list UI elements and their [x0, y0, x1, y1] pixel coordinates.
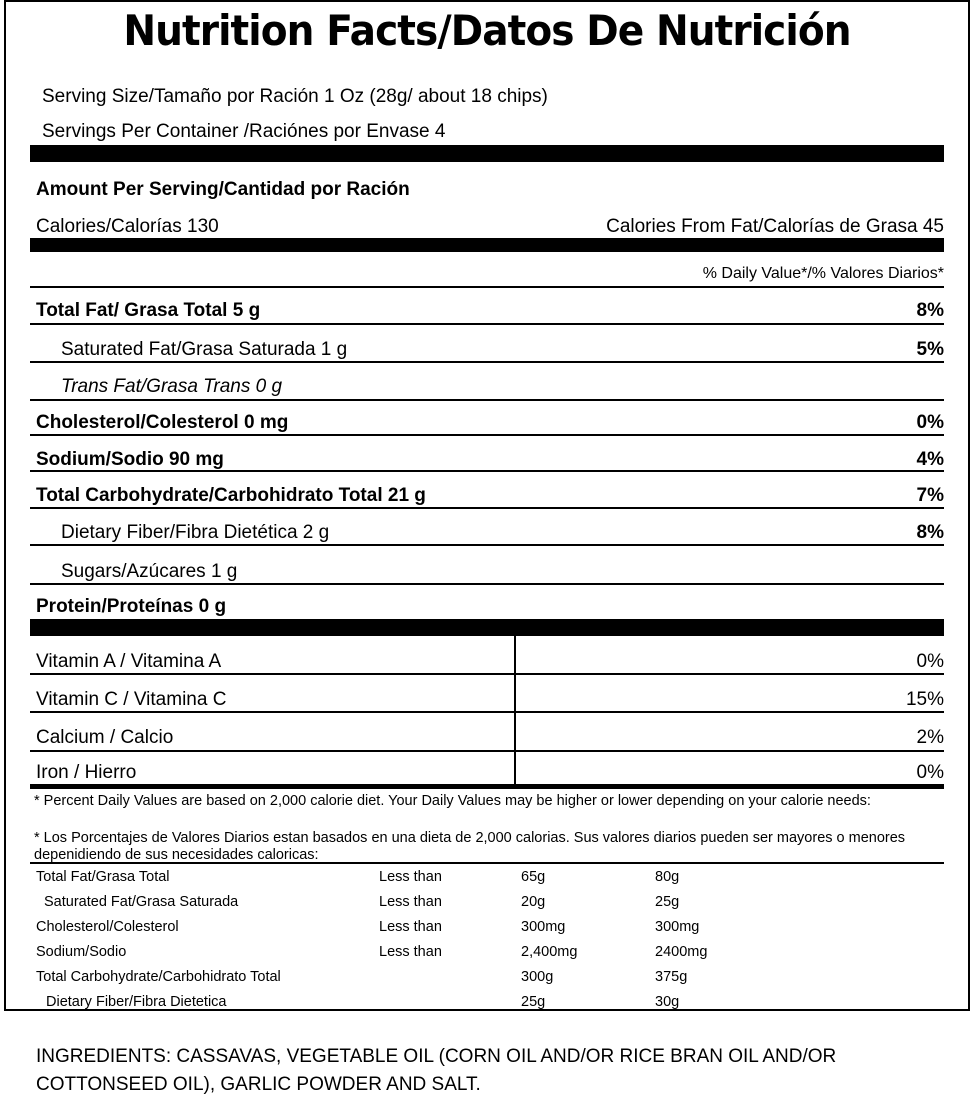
footnote-english: * Percent Daily Values are based on 2,000 calorie diet. Your Daily Values may be higher or lower depending on your calorie needs:: [34, 793, 871, 809]
thick-divider: [30, 145, 944, 162]
ref-nutrient: Total Fat/Grasa Total: [36, 869, 170, 885]
row-divider: [30, 323, 944, 325]
row-divider: [30, 750, 944, 752]
thick-divider: [30, 619, 944, 636]
ref-2000: 300g: [521, 969, 554, 985]
row-divider: [30, 711, 944, 713]
ref-2500: 2400mg: [655, 944, 708, 960]
vitamin-c-value: 15%: [905, 689, 944, 710]
ref-nutrient: Cholesterol/Colesterol: [36, 919, 179, 935]
vitamin-a: Vitamin A / Vitamina A: [36, 651, 222, 672]
ref-2500: 375g: [655, 969, 688, 985]
vitamin-a-value: 0%: [916, 651, 944, 672]
ref-2000: 300mg: [521, 919, 566, 935]
panel-title: Nutrition Facts/Datos De Nutrición: [123, 6, 851, 55]
reference-table-divider: [30, 862, 944, 864]
amount-per-serving: Amount Per Serving/Cantidad por Ración: [36, 179, 410, 200]
ref-qualifier: Less than: [379, 944, 442, 960]
iron: Iron / Hierro: [36, 762, 137, 783]
daily-value-header: % Daily Value*/% Valores Diarios*: [702, 265, 944, 282]
ref-2000: 25g: [521, 994, 546, 1010]
ref-2000: 65g: [521, 869, 546, 885]
ref-nutrient: Saturated Fat/Grasa Saturada: [44, 894, 239, 910]
row-divider: [30, 361, 944, 363]
servings-per-container: Servings Per Container /Raciónes por Envase 4: [42, 121, 446, 142]
row-divider: [30, 583, 944, 585]
serving-size: Serving Size/Tamaño por Ración 1 Oz (28g/ about 18 chips): [42, 86, 548, 107]
nutrient-cholesterol: Cholesterol/Colesterol 0 mg: [36, 412, 289, 433]
ref-nutrient: Dietary Fiber/Fibra Dietetica: [46, 994, 227, 1010]
medium-divider: [30, 238, 944, 252]
nutrient-total-carbohydrate-dv: 7%: [916, 485, 944, 506]
row-divider: [30, 470, 944, 472]
row-divider: [30, 673, 944, 675]
footnote-spanish: * Los Porcentajes de Valores Diarios estan basados en una dieta de 2,000 calorias. Sus valores diarios pueden ser mayores o menores depenidiendo de sus necesidades caloricas:: [34, 830, 906, 862]
row-divider: [30, 399, 944, 401]
row-divider: [30, 544, 944, 546]
nutrient-total-fat-dv: 8%: [916, 300, 944, 321]
nutrient-dietary-fiber-dv: 8%: [916, 522, 944, 543]
ref-2500: 30g: [655, 994, 680, 1010]
nutrient-trans-fat: Trans Fat/Grasa Trans 0 g: [61, 376, 283, 397]
nutrient-sugars: Sugars/Azúcares 1 g: [61, 561, 238, 582]
nutrient-protein: Protein/Proteínas 0 g: [36, 596, 227, 617]
calcium-value: 2%: [916, 727, 944, 748]
row-divider: [30, 434, 944, 436]
nutrient-sodium: Sodium/Sodio 90 mg: [36, 449, 224, 470]
ref-nutrient: Total Carbohydrate/Carbohidrato Total: [36, 969, 281, 985]
nutrient-cholesterol-dv: 0%: [916, 412, 944, 433]
row-divider: [30, 507, 944, 509]
ref-2500: 25g: [655, 894, 680, 910]
calories-from-fat: Calories From Fat/Calorías de Grasa 45: [606, 216, 944, 237]
nutrition-facts-panel: [4, 0, 970, 1011]
nutrient-sodium-dv: 4%: [916, 449, 944, 470]
ref-qualifier: Less than: [379, 894, 442, 910]
nutrient-total-fat: Total Fat/ Grasa Total 5 g: [36, 300, 261, 321]
vitamin-c: Vitamin C / Vitamina C: [36, 689, 227, 710]
nutrient-total-carbohydrate: Total Carbohydrate/Carbohidrato Total 21 g: [36, 485, 426, 506]
ref-qualifier: Less than: [379, 919, 442, 935]
ingredients-statement: INGREDIENTS: CASSAVAS, VEGETABLE OIL (CORN OIL AND/OR RICE BRAN OIL AND/OR COTTONSEED OIL), GARLIC POWDER AND SALT.: [36, 1046, 837, 1095]
ref-2500: 80g: [655, 869, 680, 885]
ref-qualifier: Less than: [379, 869, 442, 885]
ref-nutrient: Sodium/Sodio: [36, 944, 127, 960]
nutrient-saturated-fat: Saturated Fat/Grasa Saturada 1 g: [61, 339, 348, 360]
nutrient-dietary-fiber: Dietary Fiber/Fibra Dietética 2 g: [61, 522, 330, 543]
ref-2000: 20g: [521, 894, 546, 910]
nutrient-saturated-fat-dv: 5%: [916, 339, 944, 360]
row-divider: [30, 286, 944, 288]
ref-2000: 2,400mg: [521, 944, 578, 960]
calcium: Calcium / Calcio: [36, 727, 174, 748]
footnote-divider: [30, 784, 944, 789]
ref-2500: 300mg: [655, 919, 700, 935]
iron-value: 0%: [916, 762, 944, 783]
calories: Calories/Calorías 130: [36, 216, 219, 237]
